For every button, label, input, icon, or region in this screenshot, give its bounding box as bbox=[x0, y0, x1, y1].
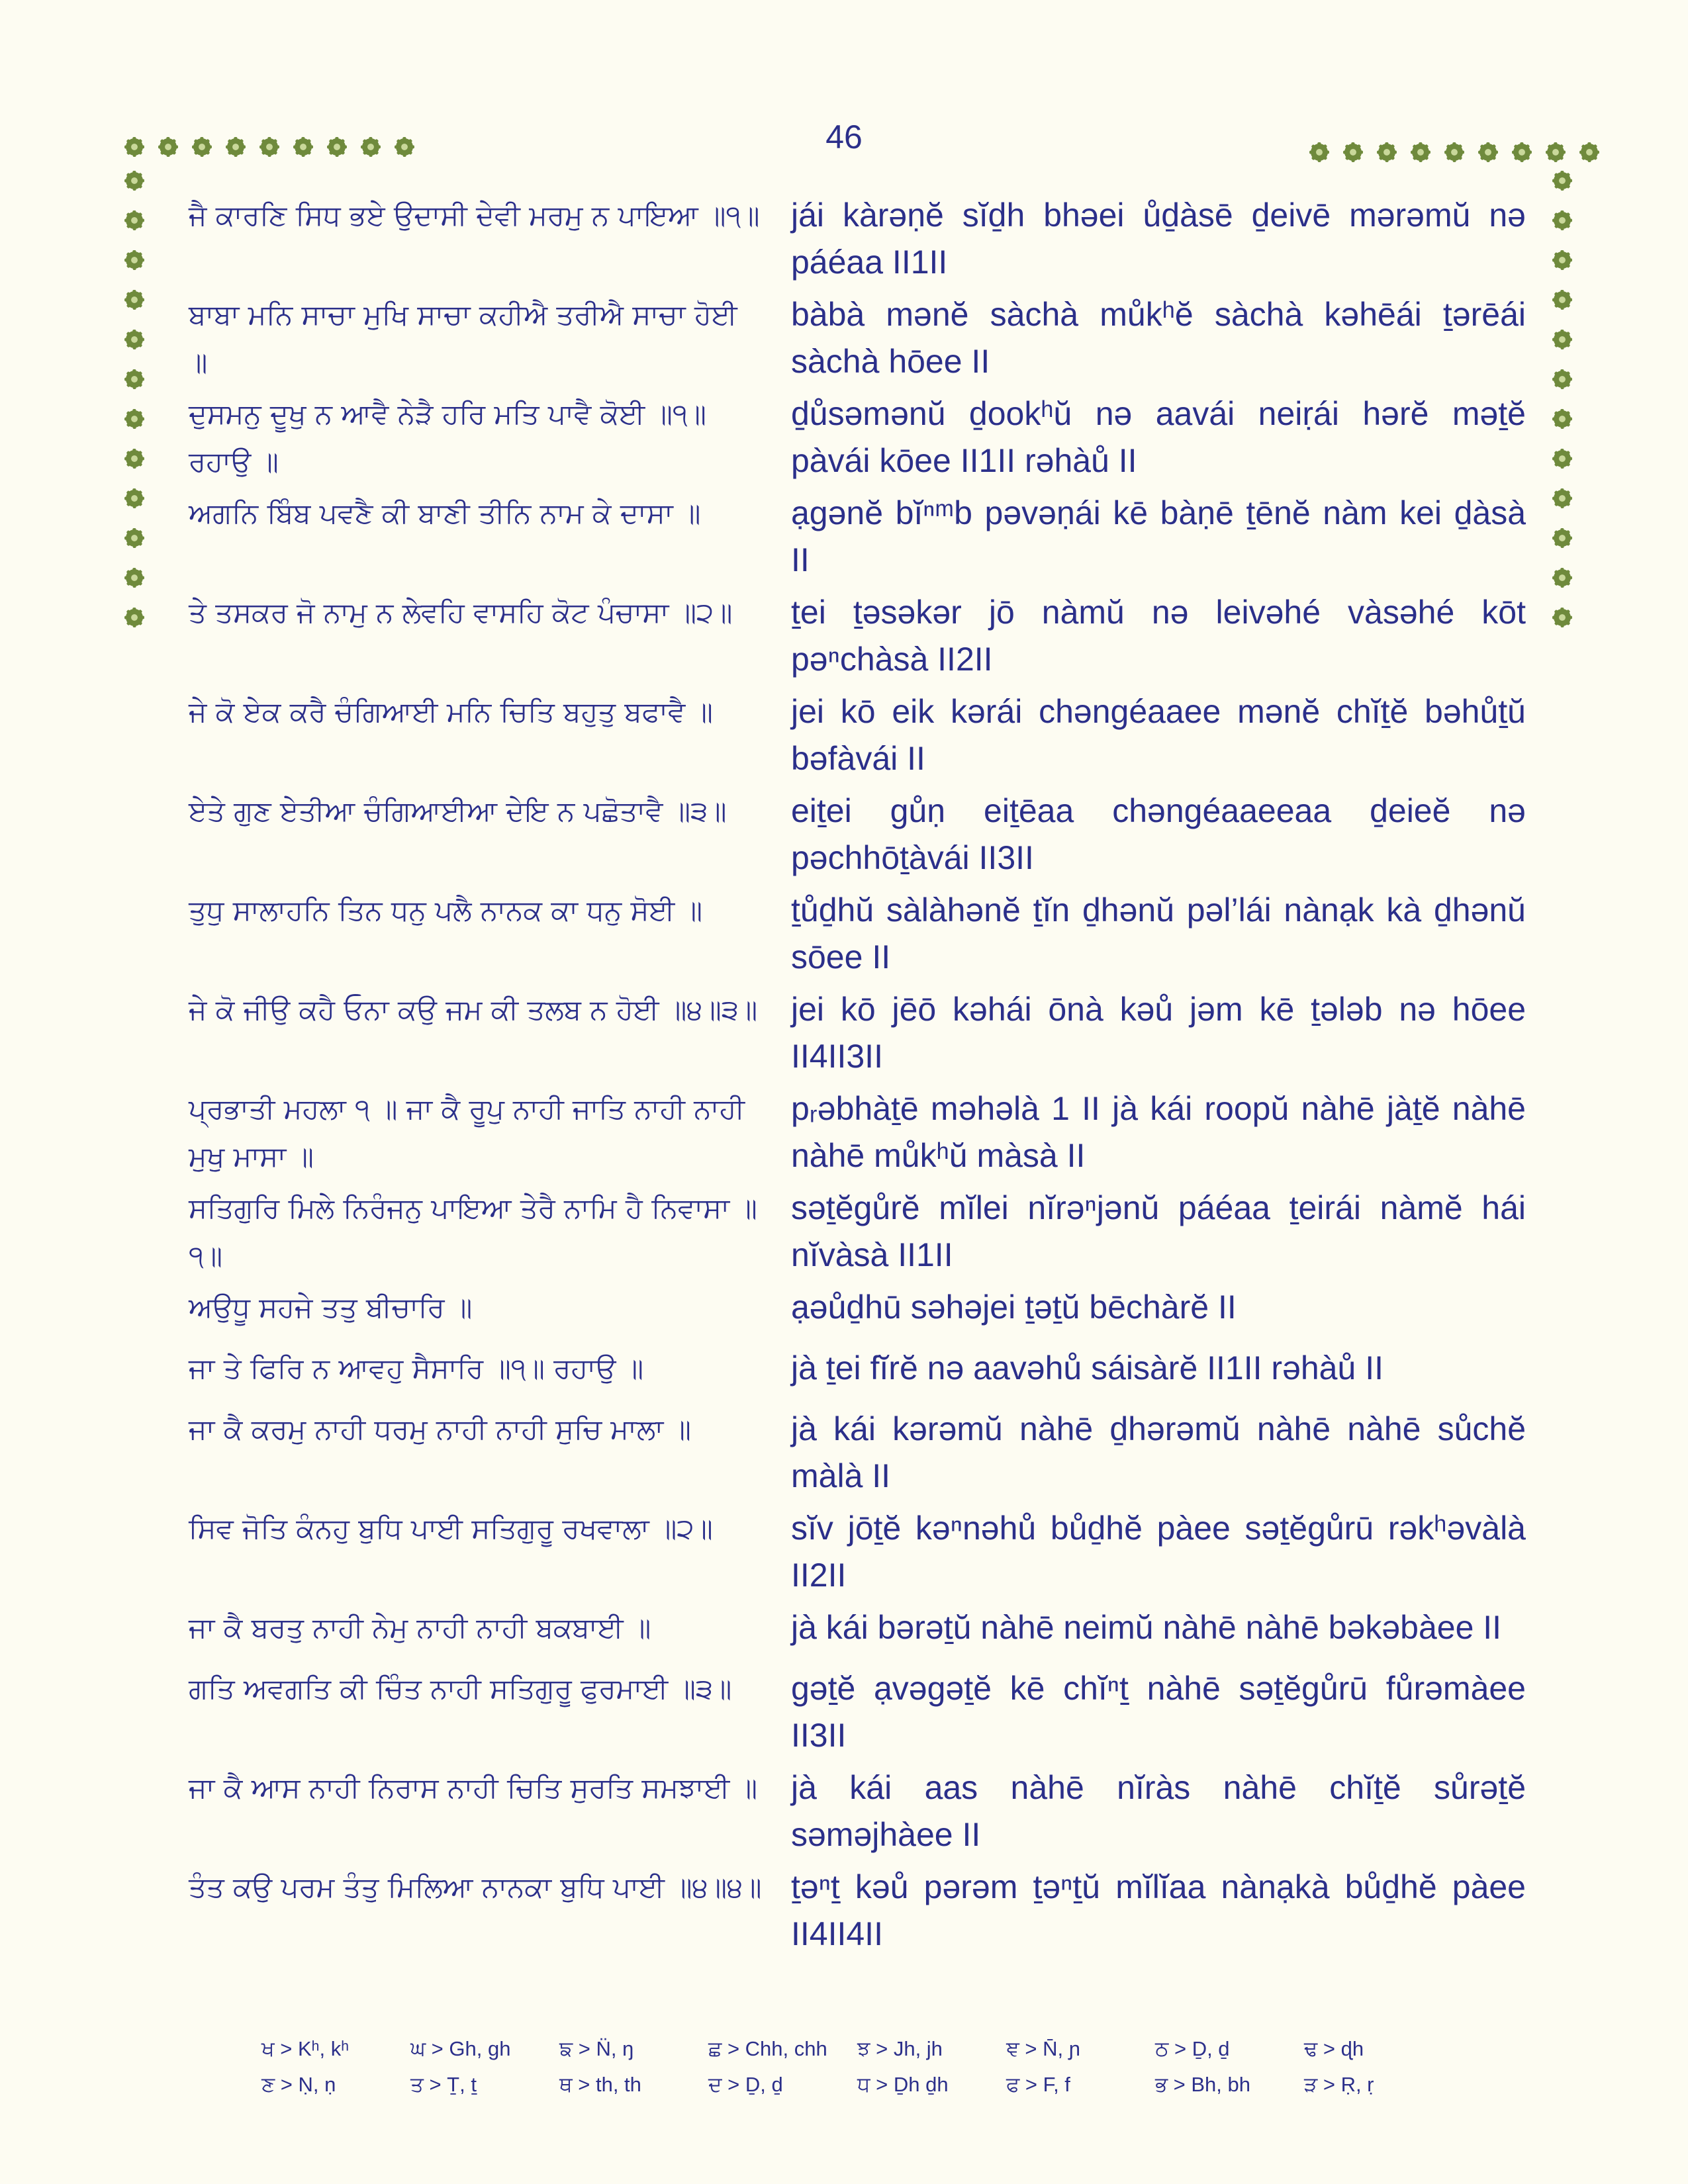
legend-entry: ਠ > Ḏ, ḏ bbox=[1155, 2037, 1230, 2060]
transliteration-line: gəṯĕ ạvəgəṯĕ kē chĭⁿṯ nàhē səṯĕgůrū fůrəmàee II3II bbox=[791, 1670, 1526, 1754]
verse-row bbox=[189, 887, 1526, 986]
transliteration-line: ḏůsəmənŭ ḏookʰŭ nə aavái neiṛái hərĕ məṯĕ pàvái kōee II1II rəhàů II bbox=[791, 395, 1526, 479]
transliteration-line: jà kái kərəmŭ nàhē ḏhərəmŭ nàhē nàhē sůchĕ màlà II bbox=[791, 1410, 1526, 1494]
verse-row bbox=[189, 1085, 1526, 1185]
flower-ornament-icon bbox=[259, 137, 279, 157]
gurmukhi-line: ਸਤਿਗੁਰਿ ਮਿਲੇ ਨਿਰੰਜਨੁ ਪਾਇਆ ਤੇਰੈ ਨਾਮਿ ਹੈ ਨਿਵਾਸਾ ॥੧॥ bbox=[189, 1192, 757, 1272]
flower-ornament-icon bbox=[124, 330, 144, 349]
verse-row bbox=[189, 1284, 1526, 1345]
flower-ornament-icon bbox=[1552, 250, 1572, 270]
transliteration-line: eiṯei gůṇ eiṯēaa chəngéaaeeaa ḏeieĕ nə pəchhōṯàvái II3II bbox=[791, 792, 1526, 876]
flower-ornament-icon bbox=[124, 290, 144, 310]
flower-ornament-icon bbox=[293, 137, 313, 157]
flower-ornament-icon bbox=[1552, 409, 1572, 429]
transliteration-line: pᵣəbhàṯē məhəlà 1 II jà kái roopŭ nàhē jàṯĕ nàhē nàhē můkʰŭ màsà II bbox=[791, 1090, 1526, 1174]
transliteration-line: jei kō eik kərái chəngéaaee mənĕ chĭṯĕ bəhůṯŭ bəfàvái II bbox=[791, 693, 1526, 777]
legend-entry: ੜ > Ṛ, ṛ bbox=[1304, 2073, 1374, 2096]
flower-ornament-icon bbox=[1444, 142, 1464, 162]
flower-ornament-icon bbox=[1552, 210, 1572, 230]
flower-ornament-icon bbox=[124, 608, 144, 627]
flower-ornament-icon bbox=[192, 137, 212, 157]
legend-entry: ਢ > ɖh bbox=[1304, 2037, 1364, 2060]
transliteration-line: jà kái bərəṯŭ nàhē neimŭ nàhē nàhē bəkəbàee II bbox=[791, 1609, 1502, 1646]
transliteration-line: jà kái aas nàhē nĭràs nàhē chĭṯĕ sůrəṯĕ səməjhàee II bbox=[791, 1769, 1526, 1853]
legend-entry: ਛ > Chh, chh bbox=[708, 2037, 827, 2060]
legend-entry: ਖ > Kʰ, kʰ bbox=[261, 2037, 350, 2060]
gurmukhi-line: ਗਤਿ ਅਵਗਤਿ ਕੀ ਚਿੰਤ ਨਾਹੀ ਸਤਿਗੁਰੂ ਫੁਰਮਾਈ ॥੩॥ bbox=[189, 1672, 732, 1705]
flower-ornament-icon bbox=[124, 568, 144, 588]
gurmukhi-line: ਜਾ ਤੇ ਫਿਰਿ ਨ ਆਵਹੁ ਸੈਸਾਰਿ ॥੧॥ ਰਹਾਉ ॥ bbox=[189, 1352, 644, 1385]
transliteration-line: ṯei ṯəsəkər jō nàmŭ nə leivəhé vàsəhé kōt pəⁿchàsà II2II bbox=[791, 594, 1526, 678]
gurmukhi-line: ਜਾ ਕੈ ਬਰਤੁ ਨਾਹੀ ਨੇਮੁ ਨਾਹੀ ਨਾਹੀ ਬਕਬਾਈ ॥ bbox=[189, 1612, 651, 1644]
verse-row bbox=[189, 1406, 1526, 1505]
flower-ornament-icon bbox=[1343, 142, 1363, 162]
flower-ornament-icon bbox=[124, 369, 144, 389]
flower-ornament-icon bbox=[124, 210, 144, 230]
page-number: 46 bbox=[825, 118, 863, 156]
gurmukhi-line: ਪ੍ਰਭਾਤੀ ਮਹਲਾ ੧ ॥ ਜਾ ਕੈ ਰੂਪੁ ਨਾਹੀ ਜਾਤਿ ਨਾਹੀ ਨਾਹੀ ਮੁਖੁ ਮਾਸਾ ॥ bbox=[189, 1093, 745, 1173]
verse-row bbox=[189, 1185, 1526, 1284]
gurmukhi-line: ਬਾਬਾ ਮਨਿ ਸਾਚਾ ਮੁਖਿ ਸਾਚਾ ਕਹੀਐ ਤਰੀਐ ਸਾਚਾ ਹੋਈ ॥ bbox=[189, 298, 737, 379]
legend-entry: ਞ > N̄, ɲ bbox=[1006, 2037, 1080, 2060]
flower-ornament-icon bbox=[226, 137, 246, 157]
top-left-flower-border bbox=[124, 137, 414, 157]
gurmukhi-line: ਏਤੇ ਗੁਣ ਏਤੀਆ ਚੰਗਿਆਈਆ ਦੇਇ ਨ ਪਛੋਤਾਵੈ ॥੩॥ bbox=[189, 795, 727, 827]
flower-ornament-icon bbox=[395, 137, 414, 157]
gurmukhi-line: ਅਗਨਿ ਬਿੰਬ ਪਵਣੈ ਕੀ ਬਾਣੀ ਤੀਨਿ ਨਾਮ ਕੇ ਦਾਸਾ ॥ bbox=[189, 497, 701, 529]
legend-entry: ਥ > th, th bbox=[559, 2073, 641, 2096]
transliteration-line: sĭv jōṯĕ kəⁿnəhů bůḏhĕ pàee səṯĕgůrū rəkʰəvàlà II2II bbox=[791, 1510, 1526, 1594]
gurmukhi-line: ਜੈ ਕਾਰਣਿ ਸਿਧ ਭਏ ਉਦਾਸੀ ਦੇਵੀ ਮਰਮੁ ਨ ਪਾਇਆ ॥੧॥ bbox=[189, 199, 760, 232]
flower-ornament-icon bbox=[124, 137, 144, 157]
legend-entry: ਦ > Ḏ, ḏ bbox=[708, 2073, 783, 2096]
flower-ornament-icon bbox=[1579, 142, 1599, 162]
flower-ornament-icon bbox=[1411, 142, 1430, 162]
flower-ornament-icon bbox=[1552, 568, 1572, 588]
left-flower-border bbox=[124, 171, 144, 627]
transliteration-line: jà ṯei fĭrĕ nə aavəhů sáisàrĕ II1II rəhàů II bbox=[791, 1349, 1383, 1387]
flower-ornament-icon bbox=[124, 449, 144, 469]
verse-row bbox=[189, 688, 1526, 788]
gurmukhi-line: ਸਿਵ ਜੋਤਿ ਕੰਨਹੁ ਬੁਧਿ ਪਾਈ ਸਤਿਗੁਰੂ ਰਖਵਾਲਾ ॥੨॥ bbox=[189, 1512, 713, 1545]
legend-entry: ਣ > Ṇ, ṇ bbox=[261, 2073, 336, 2096]
verse-row bbox=[189, 192, 1526, 291]
verse-row bbox=[189, 291, 1526, 390]
verse-row bbox=[189, 986, 1526, 1085]
flower-ornament-icon bbox=[361, 137, 381, 157]
legend-entry: ਧ > Ḏh ḏh bbox=[857, 2073, 949, 2096]
transliteration-line: jái kàrəṇĕ sĭḏh bhəei ůḏàsē ḏeivē mərəmŭ nə páéaa II1II bbox=[791, 197, 1526, 281]
verse-row bbox=[189, 1505, 1526, 1604]
flower-ornament-icon bbox=[1512, 142, 1532, 162]
right-flower-border bbox=[1552, 171, 1572, 627]
flower-ornament-icon bbox=[1546, 142, 1566, 162]
verse-row bbox=[189, 490, 1526, 589]
flower-ornament-icon bbox=[1552, 290, 1572, 310]
flower-ornament-icon bbox=[158, 137, 178, 157]
legend-entry: ਘ > Gh, gh bbox=[410, 2037, 511, 2060]
transliteration-line: səṯĕgůrĕ mĭlei nĭrəⁿjənŭ páéaa ṯeirái nàmĕ hái nĭvàsà II1II bbox=[791, 1189, 1526, 1273]
transliteration-legend bbox=[261, 2037, 1453, 2109]
verse-table bbox=[189, 192, 1526, 1963]
flower-ornament-icon bbox=[1309, 142, 1329, 162]
verse-row bbox=[189, 1764, 1526, 1864]
legend-entry: ਭ > Bh, bh bbox=[1155, 2073, 1250, 2096]
verse-row bbox=[189, 1864, 1526, 1963]
transliteration-line: bàbà mənĕ sàchà můkʰĕ sàchà kəhēái ṯərēái sàchà hōee II bbox=[791, 296, 1526, 380]
verse-row bbox=[189, 589, 1526, 688]
flower-ornament-icon bbox=[124, 409, 144, 429]
gurmukhi-line: ਜੇ ਕੋ ਜੀਉ ਕਹੈ ਓਨਾ ਕਉ ਜਮ ਕੀ ਤਲਬ ਨ ਹੋਈ ॥੪॥੩॥ bbox=[189, 993, 758, 1026]
transliteration-line: ṯəⁿṯ kəů pərəm ṯəⁿṯŭ mĭlĭaa nànạkà bůḏhĕ pàee II4II4II bbox=[791, 1868, 1526, 1952]
flower-ornament-icon bbox=[1552, 528, 1572, 548]
verse-row bbox=[189, 1345, 1526, 1406]
legend-entry: ਙ > N̈, ŋ bbox=[559, 2037, 634, 2060]
gurmukhi-line: ਤੰਤ ਕਉ ਪਰਮ ਤੰਤੁ ਮਿਲਿਆ ਨਾਨਕਾ ਬੁਧਿ ਪਾਈ ॥੪॥੪॥ bbox=[189, 1871, 762, 1903]
transliteration-line: ạəůḏhū səhəjei ṯəṯŭ bēchàrĕ II bbox=[791, 1289, 1237, 1326]
legend-entry: ਫ > F, f bbox=[1006, 2073, 1070, 2096]
verse-row bbox=[189, 390, 1526, 490]
gurmukhi-line: ਅਉਧੂ ਸਹਜੇ ਤਤੁ ਬੀਚਾਰਿ ॥ bbox=[189, 1291, 473, 1324]
transliteration-line: ạgənĕ bĭⁿᵐb pəvəṇái kē bàṇē ṯēnĕ nàm kei ḏàsà II bbox=[791, 494, 1526, 578]
top-right-flower-border bbox=[1309, 142, 1599, 162]
flower-ornament-icon bbox=[124, 250, 144, 270]
verse-row bbox=[189, 1604, 1526, 1665]
flower-ornament-icon bbox=[1478, 142, 1498, 162]
legend-entry: ਝ > Jh, jh bbox=[857, 2037, 943, 2060]
flower-ornament-icon bbox=[1552, 369, 1572, 389]
flower-ornament-icon bbox=[124, 488, 144, 508]
transliteration-line: jei kō jēō kəhái ōnà kəů jəm kē ṯələb nə hōee II4II3II bbox=[791, 991, 1526, 1075]
flower-ornament-icon bbox=[1377, 142, 1397, 162]
flower-ornament-icon bbox=[327, 137, 347, 157]
flower-ornament-icon bbox=[124, 528, 144, 548]
flower-ornament-icon bbox=[1552, 330, 1572, 349]
flower-ornament-icon bbox=[1552, 488, 1572, 508]
verse-row bbox=[189, 788, 1526, 887]
gurmukhi-line: ਜਾ ਕੈ ਕਰਮੁ ਨਾਹੀ ਧਰਮੁ ਨਾਹੀ ਨਾਹੀ ਸੁਚਿ ਮਾਲਾ ॥ bbox=[189, 1413, 691, 1445]
legend-row bbox=[261, 2073, 1453, 2109]
gurmukhi-line: ਜੇ ਕੋ ਏਕ ਕਰੈ ਚੰਗਿਆਈ ਮਨਿ ਚਿਤਿ ਬਹੁਤੁ ਬਫਾਵੈ ॥ bbox=[189, 696, 713, 728]
flower-ornament-icon bbox=[1552, 171, 1572, 191]
flower-ornament-icon bbox=[124, 171, 144, 191]
verse-row bbox=[189, 1665, 1526, 1764]
gurmukhi-line: ਤੁਧੁ ਸਾਲਾਹਨਿ ਤਿਨ ਧਨੁ ਪਲੈ ਨਾਨਕ ਕਾ ਧਨੁ ਸੋਈ ॥ bbox=[189, 894, 703, 927]
legend-row bbox=[261, 2037, 1453, 2073]
transliteration-line: ṯůḏhŭ sàlàhənĕ ṯĭn ḏhənŭ pəl’lái nànạk kà ḏhənŭ sōee II bbox=[791, 891, 1526, 976]
gurmukhi-line: ਦੁਸਮਨੁ ਦੂਖੁ ਨ ਆਵੈ ਨੇੜੈ ਹਰਿ ਮਤਿ ਪਾਵੈ ਕੋਈ ॥੧॥ ਰਹਾਉ ॥ bbox=[189, 398, 706, 478]
legend-entry: ਤ > Ṯ, ṯ bbox=[410, 2073, 477, 2096]
gurmukhi-line: ਤੇ ਤਸਕਰ ਜੋ ਨਾਮੁ ਨ ਲੇਵਹਿ ਵਾਸਹਿ ਕੋਟ ਪੰਚਾਸਾ ॥੨॥ bbox=[189, 596, 733, 629]
flower-ornament-icon bbox=[1552, 608, 1572, 627]
flower-ornament-icon bbox=[1552, 449, 1572, 469]
gurmukhi-line: ਜਾ ਕੈ ਆਸ ਨਾਹੀ ਨਿਰਾਸ ਨਾਹੀ ਚਿਤਿ ਸੁਰਤਿ ਸਮਝਾਈ ॥ bbox=[189, 1772, 758, 1804]
